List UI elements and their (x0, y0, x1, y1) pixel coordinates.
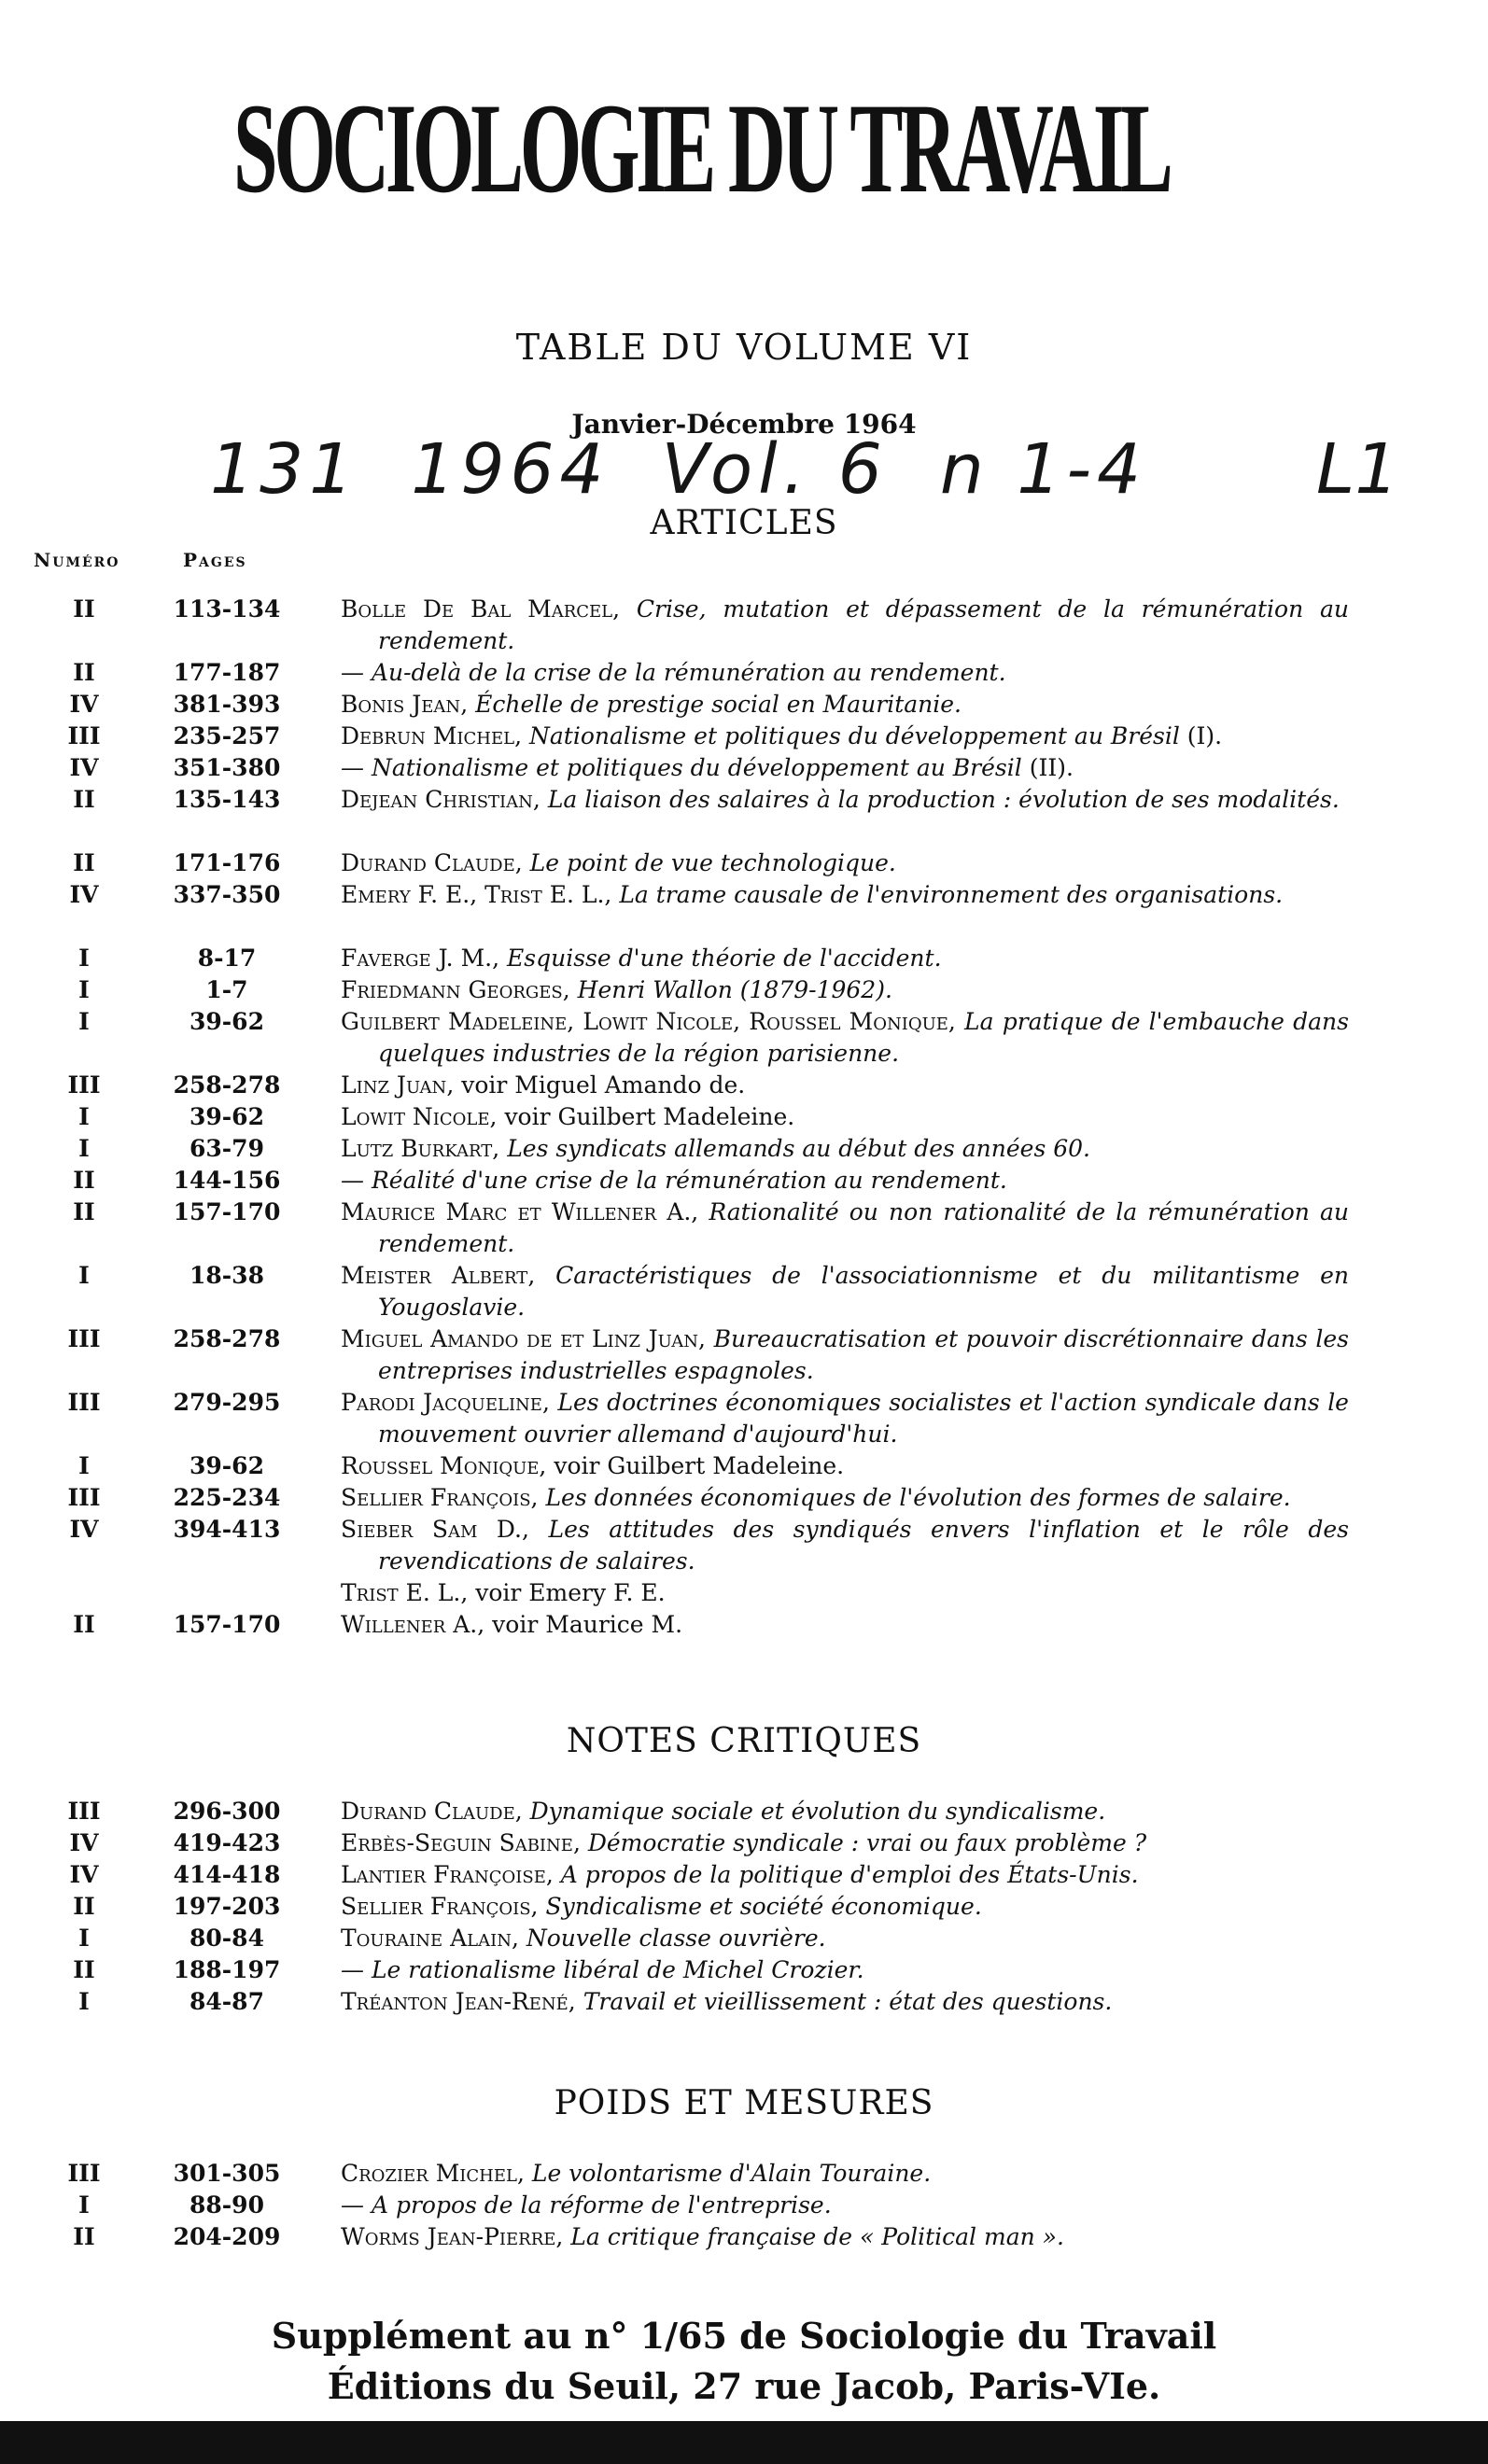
separator: , (514, 1798, 530, 1825)
issue-number: II (73, 595, 95, 623)
page-range: 157-170 (173, 1611, 281, 1638)
separator: , (691, 1198, 709, 1225)
entry-rest: voir Guilbert Madeleine. (554, 1452, 845, 1479)
table-row (0, 1891, 1488, 1923)
separator: , (545, 1861, 561, 1888)
page-range: 301-305 (173, 2160, 281, 2187)
page-range: 39-62 (190, 1103, 264, 1130)
separator: , (516, 2160, 532, 2187)
issue-number: III (67, 1071, 101, 1099)
separator: , (460, 691, 476, 718)
entry-text (341, 1954, 1349, 1986)
page-range: 1-7 (205, 976, 248, 1003)
table-row (0, 689, 1488, 721)
author: Sellier François (341, 1484, 531, 1511)
separator: , (446, 1071, 462, 1099)
table-row (0, 784, 1488, 847)
handwritten-mark: L1 (1316, 429, 1399, 510)
page-range: 235-257 (173, 722, 281, 749)
entry-rest: voir Guilbert Madeleine. (504, 1103, 795, 1130)
table-row (0, 1482, 1488, 1514)
issue-number: III (67, 1325, 101, 1352)
hw-part: 1964 (411, 429, 610, 510)
separator: , (489, 1103, 505, 1130)
page-range: 63-79 (190, 1135, 264, 1162)
page-range: 84-87 (190, 1988, 264, 2015)
poids-list (0, 2158, 1488, 2253)
entry-text (341, 1070, 1349, 1101)
issue-number: I (78, 2191, 90, 2219)
entry-text (341, 974, 1349, 1006)
table-row (0, 943, 1488, 974)
entry-text (341, 1514, 1349, 1577)
entry-text (341, 721, 1349, 752)
entry-text (341, 1986, 1349, 2018)
table-row (0, 1101, 1488, 1133)
work-title: Travail et vieillissement : état des questions. (583, 1988, 1113, 2015)
author: Faverge J. M. (341, 945, 493, 972)
issue-number: I (78, 1988, 90, 2015)
work-title: Crise, mutation et dépassement de la rémunération au rendement. (378, 595, 1349, 654)
page-range: 135-143 (173, 786, 281, 813)
entry-text (341, 2158, 1349, 2190)
footer-line-2: Éditions du Seuil, 27 rue Jacob, Paris-VIe. (327, 2365, 1161, 2407)
issue-number: II (73, 1611, 95, 1638)
work-title: Les attitudes des syndiqués envers l'inflation et le rôle des revendications de salaires. (378, 1516, 1349, 1575)
separator: , (530, 1484, 546, 1511)
author: Lantier Françoise (341, 1861, 546, 1888)
separator: , (492, 945, 508, 972)
work-title: Le point de vue technologique. (529, 849, 896, 876)
author: Bonis Jean (341, 691, 461, 718)
author: Durand Claude (341, 1798, 515, 1825)
author: Durand Claude (341, 849, 515, 876)
issue-number: IV (69, 754, 99, 781)
table-row (0, 2158, 1488, 2190)
entry-text (341, 1006, 1349, 1070)
hw-part: 131 (210, 429, 359, 510)
page-range: 204-209 (173, 2223, 281, 2250)
separator: , (511, 1925, 526, 1952)
separator: , (604, 881, 620, 908)
page-range: 351-380 (173, 754, 281, 781)
articles-heading: ARTICLES (650, 504, 838, 542)
page-range: 225-234 (173, 1484, 281, 1511)
author: Tréanton Jean-René (341, 1988, 569, 2015)
separator: , (492, 1135, 508, 1162)
issue-number: IV (69, 881, 99, 908)
author: Bolle De Bal Marcel (341, 595, 613, 623)
separator: , (698, 1325, 714, 1352)
author: Linz Juan (341, 1071, 447, 1099)
separator: , (460, 1579, 476, 1606)
page-range: 177-187 (173, 659, 281, 686)
issue-number: III (67, 2160, 101, 2187)
entry-text (341, 2221, 1349, 2253)
page-range: 258-278 (173, 1325, 281, 1352)
entry-text (341, 1827, 1349, 1859)
issue-number: II (73, 659, 95, 686)
separator: , (612, 595, 637, 623)
page-range: 157-170 (173, 1198, 281, 1225)
work-title: Henri Wallon (1879-1962). (577, 976, 892, 1003)
table-row (0, 847, 1488, 879)
author: Trist E. L. (341, 1579, 461, 1606)
table-row (0, 1323, 1488, 1387)
page-range: 414-418 (173, 1861, 281, 1888)
entry-text (341, 752, 1349, 784)
table-row (0, 1197, 1488, 1260)
entry-text (341, 1387, 1349, 1450)
work-title: Caractéristiques de l'associationnisme et du militantisme en Yougoslavie. (378, 1262, 1349, 1321)
footer (0, 2311, 1488, 2412)
table-row (0, 1070, 1488, 1101)
author: Emery F. E., Trist E. L. (341, 881, 605, 908)
entry-text (341, 1165, 1349, 1197)
work-title: — Le rationalisme libéral de Michel Crozier. (341, 1956, 864, 1983)
page-range: 113-134 (173, 595, 281, 623)
separator: , (568, 1988, 583, 2015)
entry-text (341, 784, 1349, 816)
author: Lutz Burkart (341, 1135, 493, 1162)
entry-text (341, 1323, 1349, 1387)
entry-text (341, 1891, 1349, 1923)
work-title: — Au-delà de la crise de la rémunération au rendement. (341, 659, 1006, 686)
table-row (0, 1954, 1488, 1986)
work-title: A propos de la politique d'emploi des États-Unis. (560, 1861, 1139, 1888)
entry-text (341, 594, 1349, 657)
issue-number: I (78, 1262, 90, 1289)
work-title: Les données économiques de l'évolution des formes de salaire. (545, 1484, 1291, 1511)
table-row (0, 721, 1488, 752)
author: Sellier François (341, 1893, 531, 1920)
entry-text (341, 1133, 1349, 1165)
entry-text (341, 1197, 1349, 1260)
entry-text (341, 1260, 1349, 1323)
author: Roussel Monique (341, 1452, 540, 1479)
handwritten-annotation (210, 429, 1199, 510)
separator: , (477, 1611, 493, 1638)
issue-number: II (73, 849, 95, 876)
table-row (0, 1986, 1488, 2018)
issue-number: III (67, 1798, 101, 1825)
table-row (0, 1450, 1488, 1482)
hw-part: Vol. 6 (661, 429, 888, 510)
work-title: La trame causale de l'environnement des organisations. (619, 881, 1284, 908)
separator: , (562, 976, 578, 1003)
page-range: 296-300 (173, 1798, 281, 1825)
page-range: 394-413 (173, 1516, 281, 1543)
issue-number: II (73, 1167, 95, 1194)
work-title: Nouvelle classe ouvrière. (526, 1925, 826, 1952)
entry-text (341, 879, 1349, 911)
issue-number: I (78, 1925, 90, 1952)
author: Miguel Amando de et Linz Juan (341, 1325, 699, 1352)
page-range: 279-295 (173, 1389, 281, 1416)
page-range: 18-38 (190, 1262, 264, 1289)
separator: , (530, 1893, 546, 1920)
journal-title: SOCIOLOGIE DU TRAVAIL (233, 77, 1170, 219)
work-title: Démocratie syndicale : vrai ou faux problème ? (587, 1829, 1147, 1856)
page-range: 144-156 (173, 1167, 281, 1194)
page-range: 80-84 (190, 1925, 264, 1952)
separator: , (555, 2223, 571, 2250)
page-range: 337-350 (173, 881, 281, 908)
col-pages: Pages (183, 549, 247, 571)
work-title: La critique française de « Political man ». (570, 2223, 1064, 2250)
author: Crozier Michel (341, 2160, 517, 2187)
issue-number: I (78, 1135, 90, 1162)
work-title: — Nationalisme et politiques du développement au Brésil (341, 754, 1022, 781)
issue-number: II (73, 2223, 95, 2250)
issue-number: II (73, 1198, 95, 1225)
table-row (0, 1923, 1488, 1954)
entry-rest: voir Maurice M. (492, 1611, 683, 1638)
author: Willener A. (341, 1611, 478, 1638)
period: Janvier-Décembre 1964 (571, 409, 917, 440)
work-title: Dynamique sociale et évolution du syndicalisme. (529, 1798, 1106, 1825)
work-title: Échelle de prestige social en Mauritanie. (475, 691, 962, 718)
author: Friedmann Georges (341, 976, 563, 1003)
table-row (0, 2221, 1488, 2253)
page-range: 258-278 (173, 1071, 281, 1099)
separator: , (948, 1008, 965, 1035)
work-title: Syndicalisme et société économique. (545, 1893, 982, 1920)
page-range: 381-393 (173, 691, 281, 718)
page-range: 188-197 (173, 1956, 281, 1983)
work-title: Les doctrines économiques socialistes et l'action syndicale dans le mouvement ouvrier allemand d'aujourd'hui. (378, 1389, 1349, 1448)
page-range: 8-17 (197, 945, 257, 972)
table-row (0, 594, 1488, 657)
page-range: 197-203 (173, 1893, 281, 1920)
table-row (0, 1514, 1488, 1577)
entry-text (341, 689, 1349, 721)
issue-number: I (78, 1452, 90, 1479)
footer-line-1: Supplément au n° 1/65 de Sociologie du Travail (271, 2315, 1217, 2357)
work-title: — A propos de la réforme de l'entreprise. (341, 2191, 832, 2219)
author: Touraine Alain (341, 1925, 512, 1952)
issue-number: II (73, 1956, 95, 1983)
table-row (0, 657, 1488, 689)
hw-part: n 1-4 (939, 429, 1147, 510)
separator: , (572, 1829, 588, 1856)
author: Lowit Nicole (341, 1103, 490, 1130)
table-row (0, 879, 1488, 943)
entry-text (341, 847, 1349, 879)
entry-text (341, 1796, 1349, 1827)
author: Debrun Michel (341, 722, 515, 749)
work-title: Rationalité ou non rationalité de la rémunération au rendement. (378, 1198, 1349, 1257)
page-range: 88-90 (190, 2191, 264, 2219)
work-title: — Réalité d'une crise de la rémunération au rendement. (341, 1167, 1007, 1194)
entry-text (341, 1101, 1349, 1133)
separator: , (541, 1389, 558, 1416)
page-range: 419-423 (173, 1829, 281, 1856)
page-range: 39-62 (190, 1008, 264, 1035)
work-title: La liaison des salaires à la production : évolution de ses modalités. (547, 786, 1340, 813)
articles-list (0, 594, 1488, 1641)
issue-number: II (73, 786, 95, 813)
col-numero: Numéro (34, 549, 120, 571)
author: Worms Jean-Pierre (341, 2223, 556, 2250)
author: Meister Albert (341, 1262, 528, 1289)
author: Guilbert Madeleine, Lowit Nicole, Roussel Monique (341, 1008, 948, 1035)
separator: , (539, 1452, 554, 1479)
entry-text (341, 943, 1349, 974)
issue-number: IV (69, 1829, 99, 1856)
volume-title: TABLE DU VOLUME VI (515, 327, 973, 368)
work-title: Esquisse d'une théorie de l'accident. (507, 945, 942, 972)
author: Dejean Christian (341, 786, 533, 813)
issue-number: I (78, 1103, 90, 1130)
notes-list (0, 1796, 1488, 2018)
author: Maurice Marc et Willener A. (341, 1198, 692, 1225)
page-range: 171-176 (173, 849, 281, 876)
scan-edge (0, 2421, 1488, 2464)
table-row (0, 1609, 1488, 1641)
work-title: La pratique de l'embauche dans quelques industries de la région parisienne. (378, 1008, 1349, 1067)
issue-number: IV (69, 691, 99, 718)
issue-number: III (67, 722, 101, 749)
author: Erbès-Seguin Sabine (341, 1829, 573, 1856)
table-row (0, 752, 1488, 784)
table-row (0, 1827, 1488, 1859)
separator: , (532, 786, 548, 813)
table-row (0, 1796, 1488, 1827)
entry-text (341, 1859, 1349, 1891)
separator: , (514, 849, 530, 876)
work-title: Nationalisme et politiques du développement au Brésil (529, 722, 1180, 749)
issue-number: IV (69, 1861, 99, 1888)
issue-number: III (67, 1389, 101, 1416)
author: Sieber Sam D. (341, 1516, 522, 1543)
table-row (0, 1133, 1488, 1165)
work-title: Les syndicats allemands au début des années 60. (507, 1135, 1090, 1162)
entry-text (341, 657, 1349, 689)
entry-rest: voir Emery F. E. (475, 1579, 666, 1606)
work-title: Le volontarisme d'Alain Touraine. (531, 2160, 932, 2187)
issue-number: I (78, 945, 90, 972)
entry-text (341, 1482, 1349, 1514)
table-row (0, 974, 1488, 1006)
separator: , (522, 1516, 549, 1543)
table-row (0, 1577, 1488, 1609)
table-row (0, 1859, 1488, 1891)
table-row (0, 1165, 1488, 1197)
issue-number: III (67, 1484, 101, 1511)
table-row (0, 1006, 1488, 1070)
entry-text (341, 1923, 1349, 1954)
table-row (0, 1387, 1488, 1450)
entry-text (341, 1609, 1349, 1641)
entry-rest: voir Miguel Amando de. (461, 1071, 746, 1099)
notes-heading: NOTES CRITIQUES (566, 1722, 922, 1760)
table-row (0, 2190, 1488, 2221)
separator: , (527, 1262, 556, 1289)
work-title: Bureaucratisation et pouvoir discrétionnaire dans les entreprises industrielles espagnoles. (378, 1325, 1349, 1384)
entry-rest: (I). (1179, 722, 1223, 749)
issue-number: I (78, 976, 90, 1003)
issue-number: II (73, 1893, 95, 1920)
entry-text (341, 2190, 1349, 2221)
entry-rest: (II). (1021, 754, 1074, 781)
separator: , (514, 722, 530, 749)
table-row (0, 1260, 1488, 1323)
page-range: 39-62 (190, 1452, 264, 1479)
issue-number: IV (69, 1516, 99, 1543)
entry-text (341, 1450, 1349, 1482)
issue-number: I (78, 1008, 90, 1035)
entry-text (341, 1577, 1349, 1609)
author: Parodi Jacqueline (341, 1389, 542, 1416)
poids-heading: POIDS ET MESURES (554, 2084, 934, 2122)
